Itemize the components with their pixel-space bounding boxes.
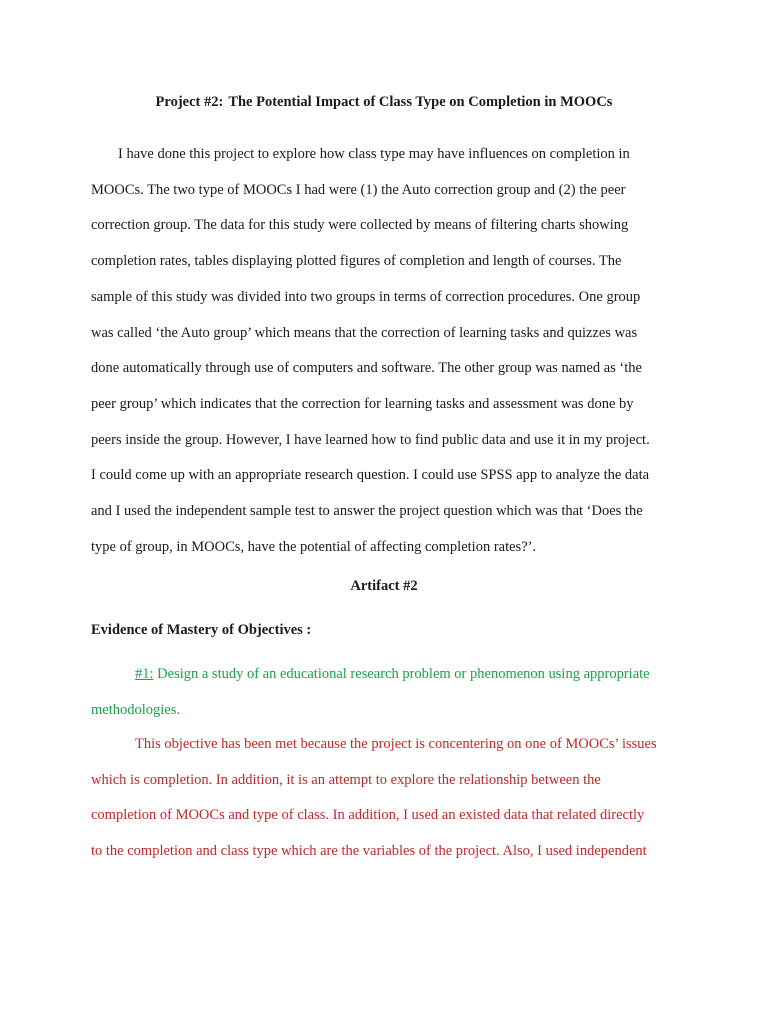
intro-line: I have done this project to explore how class type may have influences on completion in — [118, 146, 630, 162]
title-text: The Potential Impact of Class Type on Completion in MOOCs — [228, 94, 613, 110]
artifact-heading: Artifact #2 — [350, 578, 418, 594]
objective-number: #1: — [135, 666, 154, 682]
title-project-number: Project #2: — [155, 94, 224, 110]
objective-text-continued: methodologies. — [91, 702, 181, 718]
response-line: to the completion and class type which are the variables of the project. Also, I used independent — [91, 843, 647, 860]
intro-line: was called ‘the Auto group’ which means that the correction of learning tasks and quizzes was — [91, 324, 638, 341]
intro-line: I could come up with an appropriate research question. I could use SPSS app to analyze the data — [91, 467, 650, 484]
intro-line: peer group’ which indicates that the correction for learning tasks and assessment was done by — [91, 395, 634, 412]
response-line: This objective has been met because the project is concentering on one of MOOCs’ issues — [135, 736, 657, 752]
intro-paragraph — [91, 137, 669, 565]
objective-block — [91, 656, 691, 728]
intro-line: sample of this study was divided into two groups in terms of correction procedures. One group — [91, 288, 641, 305]
intro-line: correction group. The data for this study were collected by means of filtering charts showing — [91, 217, 629, 234]
objective-response — [91, 727, 691, 870]
intro-line: done automatically through use of computers and software. The other group was named as ‘the — [91, 360, 642, 377]
objective-text: Design a study of an educational research problem or phenomenon using appropriate — [153, 666, 650, 682]
response-line: which is completion. In addition, it is an attempt to explore the relationship between the — [91, 771, 601, 788]
intro-line: and I used the independent sample test to answer the project question which was that ‘Does the — [91, 503, 643, 520]
response-line: completion of MOOCs and type of class. In addition, I used an existed data that related directly — [91, 807, 645, 824]
evidence-heading: Evidence of Mastery of Objectives : — [91, 622, 312, 638]
page-title — [0, 92, 768, 112]
intro-line: type of group, in MOOCs, have the potential of affecting completion rates?’. — [91, 538, 537, 555]
intro-line: peers inside the group. However, I have learned how to find public data and use it in my project. — [91, 431, 650, 448]
intro-line: completion rates, tables displaying plotted figures of completion and length of courses. The — [91, 253, 622, 270]
intro-line: MOOCs. The two type of MOOCs I had were (1) the Auto correction group and (2) the peer — [91, 181, 626, 198]
